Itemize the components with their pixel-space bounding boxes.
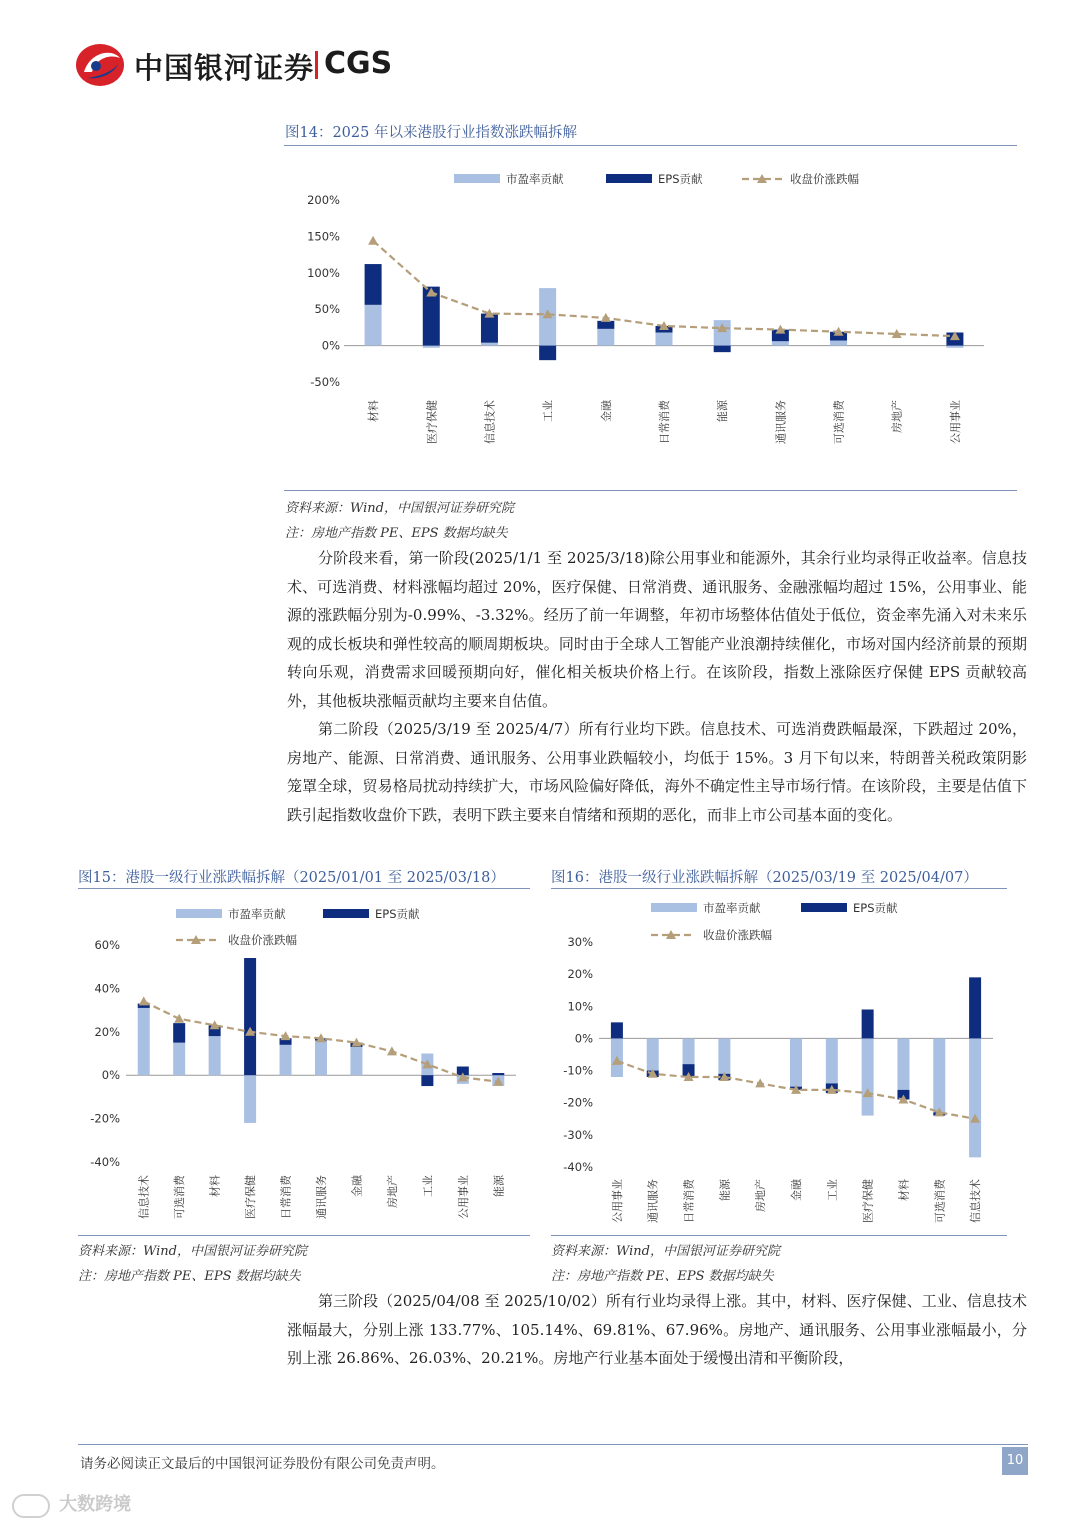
category-label: 能源 <box>716 400 730 422</box>
y-tick-label: -30% <box>563 1127 593 1142</box>
bar-pe-contribution <box>244 1075 256 1123</box>
figure-14-title: 图14：2025 年以来港股行业指数涨跌幅拆解 <box>285 125 577 141</box>
watermark-icon <box>12 1494 50 1518</box>
y-tick-label: -40% <box>563 1160 593 1174</box>
category-label: 通讯服务 <box>774 400 788 444</box>
figure-14-bottom-rule <box>284 490 1017 491</box>
bar-pe-contribution <box>897 1038 909 1089</box>
bar-pe-contribution <box>350 1047 362 1075</box>
bar-pe-contribution <box>790 1038 802 1086</box>
line-point-close-price <box>139 996 149 1005</box>
body-text-block-1 <box>287 544 1027 829</box>
legend-swatch-pe <box>454 174 500 183</box>
figure-16-source: 资料来源：Wind，中国银河证券研究院 <box>551 1244 780 1259</box>
bar-pe-contribution <box>718 1038 730 1073</box>
figure-16-title: 图16：港股一级行业涨跌幅拆解（2025/03/19 至 2025/04/07） <box>551 870 978 886</box>
category-label: 公用事业 <box>610 1179 624 1223</box>
category-label: 金融 <box>350 1175 364 1197</box>
bar-pe-contribution <box>365 305 382 346</box>
category-label: 可选消费 <box>933 1179 947 1223</box>
logo-divider <box>315 51 318 79</box>
y-tick-label: 40% <box>94 981 120 996</box>
y-tick-label: 0% <box>574 1031 593 1046</box>
page-number: 10 <box>1002 1447 1028 1475</box>
category-label: 材料 <box>897 1179 911 1201</box>
footer-disclaimer: 请务必阅读正文最后的中国银河证券股份有限公司免责声明。 <box>80 1456 445 1472</box>
legend-label-close: 收盘价涨跌幅 <box>703 928 772 942</box>
bar-eps-contribution <box>421 1075 433 1086</box>
legend-label-eps: EPS贡献 <box>658 172 703 186</box>
y-tick-label: -50% <box>310 375 340 389</box>
category-label: 公用事业 <box>456 1175 470 1219</box>
category-label: 可选消费 <box>173 1175 187 1219</box>
category-label: 信息技术 <box>483 400 497 444</box>
bar-eps-contribution <box>365 264 382 305</box>
legend-label-close: 收盘价涨跌幅 <box>790 172 859 186</box>
figure-14-note: 注：房地产指数 PE、EPS 数据均缺失 <box>285 526 508 541</box>
category-label: 日常消费 <box>658 400 671 444</box>
y-tick-label: -40% <box>90 1155 120 1169</box>
category-label: 能源 <box>492 1175 506 1197</box>
figure-16-chart <box>551 895 1007 1235</box>
category-label: 房地产 <box>754 1179 768 1212</box>
category-label: 材料 <box>208 1175 222 1197</box>
company-name-en: CGS <box>324 46 393 81</box>
category-label: 通讯服务 <box>315 1175 328 1219</box>
bar-pe-contribution <box>423 346 440 348</box>
category-label: 金融 <box>790 1179 803 1201</box>
bar-pe-contribution <box>481 343 498 346</box>
legend-swatch-pe <box>176 909 222 918</box>
category-label: 房地产 <box>385 1175 399 1208</box>
paragraph-stage-2: 第二阶段（2025/3/19 至 2025/4/7）所有行业均下跌。信息技术、可选消费跌幅最深，下跌超过 20%，房地产、能源、日常消费、通讯服务、公用事业跌幅较小，均低于 15%。3 月下旬以来，特朗普关税政策阴影笼罩全球，贸易格局扰动持续扩大，市场风险偏好降低，海外不确定性主导市场行情。在该阶段，主要是估值下跌引起指数收盘价下跌，表明下跌主要来自情绪和预期的恶化，而非上市公司基本面的变化。 <box>287 720 1027 824</box>
bar-eps-contribution <box>244 958 256 1075</box>
legend-swatch-eps <box>323 909 369 918</box>
bar-pe-contribution <box>597 329 614 346</box>
y-tick-label: -20% <box>90 1111 120 1126</box>
line-point-close-price <box>368 236 378 245</box>
bar-pe-contribution <box>933 1038 945 1112</box>
category-label: 医疗保健 <box>244 1175 258 1219</box>
figure-14-chart <box>284 160 1017 490</box>
category-label: 可选消费 <box>832 400 846 444</box>
legend-swatch-eps <box>606 174 652 183</box>
category-label: 通讯服务 <box>646 1179 660 1223</box>
y-tick-label: -10% <box>563 1063 593 1078</box>
bar-pe-contribution <box>315 1040 327 1075</box>
bar-pe-contribution <box>946 346 963 348</box>
y-tick-label: 20% <box>94 1024 120 1039</box>
bar-pe-contribution <box>173 1043 185 1076</box>
category-label: 信息技术 <box>137 1175 151 1219</box>
category-label: 日常消费 <box>682 1179 696 1223</box>
bar-pe-contribution <box>209 1036 221 1075</box>
category-label: 材料 <box>367 400 381 422</box>
bar-pe-contribution <box>830 341 847 346</box>
bar-pe-contribution <box>683 1038 695 1064</box>
category-label: 金融 <box>599 400 613 422</box>
bar-pe-contribution <box>656 332 673 345</box>
y-tick-label: 0% <box>101 1068 120 1083</box>
bar-pe-contribution <box>138 1008 150 1075</box>
figure-14-source: 资料来源：Wind，中国银河证券研究院 <box>285 501 514 516</box>
legend-label-pe: 市盈率贡献 <box>228 907 286 921</box>
bar-eps-contribution <box>492 1073 504 1075</box>
category-label: 工业 <box>541 400 555 422</box>
bar-eps-contribution <box>481 314 498 343</box>
figure-16-note: 注：房地产指数 PE、EPS 数据均缺失 <box>551 1269 774 1284</box>
legend-label-eps: EPS贡献 <box>375 907 420 921</box>
figure-15-chart <box>78 895 530 1235</box>
legend-label-close: 收盘价涨跌幅 <box>228 933 297 947</box>
y-tick-label: 10% <box>567 999 593 1014</box>
category-label: 能源 <box>718 1179 732 1201</box>
bar-pe-contribution <box>862 1038 874 1115</box>
bar-pe-contribution <box>969 1038 981 1157</box>
bar-eps-contribution <box>862 1010 874 1039</box>
category-label: 日常消费 <box>279 1175 293 1219</box>
y-tick-label: 200% <box>307 193 340 207</box>
company-logo <box>74 42 404 88</box>
logo-mark-icon <box>74 42 126 88</box>
body-text-block-2 <box>287 1287 1027 1373</box>
figure-15-top-rule <box>78 888 530 889</box>
bar-pe-contribution <box>647 1038 659 1070</box>
footer-rule <box>78 1444 1028 1445</box>
y-tick-label: 30% <box>567 935 593 949</box>
line-point-close-price <box>755 1078 765 1087</box>
legend-swatch-pe <box>651 903 697 912</box>
paragraph-stage-3: 第三阶段（2025/04/08 至 2025/10/02）所有行业均录得上涨。其中，材料、医疗保健、工业、信息技术涨幅最大，分别上涨 133.77%、105.14%、69.81%、67.96%。房地产、通讯服务、公用事业涨幅最小，分别上涨 26.86%、26.03%、20.21%。房地产行业基本面处于缓慢出清和平衡阶段， <box>287 1292 1027 1367</box>
figure-15-bottom-rule <box>78 1235 530 1236</box>
bar-pe-contribution <box>826 1038 838 1083</box>
line-point-close-price <box>387 1046 397 1055</box>
figure-15-title: 图15：港股一级行业涨跌幅拆解（2025/01/01 至 2025/03/18） <box>78 870 505 886</box>
category-label: 医疗保健 <box>425 400 439 444</box>
bar-eps-contribution <box>969 977 981 1038</box>
category-label: 房地产 <box>890 400 904 433</box>
company-name-cn: 中国银河证券 <box>134 51 315 85</box>
category-label: 工业 <box>825 1179 839 1201</box>
legend-label-eps: EPS贡献 <box>853 901 898 915</box>
bar-eps-contribution <box>173 1023 185 1043</box>
category-label: 信息技术 <box>969 1179 983 1223</box>
bar-pe-contribution <box>772 341 789 345</box>
y-tick-label: -20% <box>563 1095 593 1110</box>
y-tick-label: 20% <box>567 967 593 982</box>
figure-14-top-rule <box>284 145 1017 146</box>
bar-eps-contribution <box>611 1022 623 1038</box>
legend-label-pe: 市盈率贡献 <box>703 901 761 915</box>
y-tick-label: 150% <box>307 229 340 244</box>
bar-eps-contribution <box>714 346 731 353</box>
y-tick-label: 100% <box>307 265 340 280</box>
figure-15-note: 注：房地产指数 PE、EPS 数据均缺失 <box>78 1269 301 1284</box>
y-tick-label: 60% <box>94 938 120 952</box>
legend-label-pe: 市盈率贡献 <box>506 172 564 186</box>
watermark <box>12 1490 131 1518</box>
figure-16-bottom-rule <box>551 1235 1007 1236</box>
figure-15-source: 资料来源：Wind，中国银河证券研究院 <box>78 1244 307 1259</box>
paragraph-stage-1: 分阶段来看，第一阶段(2025/1/1 至 2025/3/18)除公用事业和能源外，其余行业均录得正收益率。信息技术、可选消费、材料涨幅均超过 20%，医疗保健、日常消费、通讯服务、金融涨幅均超过 15%，公用事业、能源的涨跌幅分别为-0.99%、-3.32%。经历了前一年调整，年初市场整体估值处于低位，资金率先涌入对未来乐观的成长板块和弹性较高的顺周期板块。同时由于全球人工智能产业浪潮持续催化，市场对国内经济前景的预期转向乐观，消费需求回暖预期向好，催化相关板块价格上行。在该阶段，指数上涨除医疗保健 EPS 贡献较高外，其他板块涨幅贡献均主要来自估值。 <box>287 549 1027 710</box>
y-tick-label: 50% <box>314 302 340 317</box>
category-label: 医疗保健 <box>861 1179 875 1223</box>
y-tick-label: 0% <box>321 338 340 353</box>
bar-pe-contribution <box>280 1045 292 1075</box>
bar-eps-contribution <box>597 321 614 329</box>
category-label: 工业 <box>421 1175 435 1197</box>
figure-16-top-rule <box>551 888 1007 889</box>
watermark-text: 大数跨境 <box>59 1494 132 1515</box>
category-label: 公用事业 <box>948 400 962 444</box>
bar-eps-contribution <box>539 346 556 361</box>
legend-swatch-eps <box>801 903 847 912</box>
